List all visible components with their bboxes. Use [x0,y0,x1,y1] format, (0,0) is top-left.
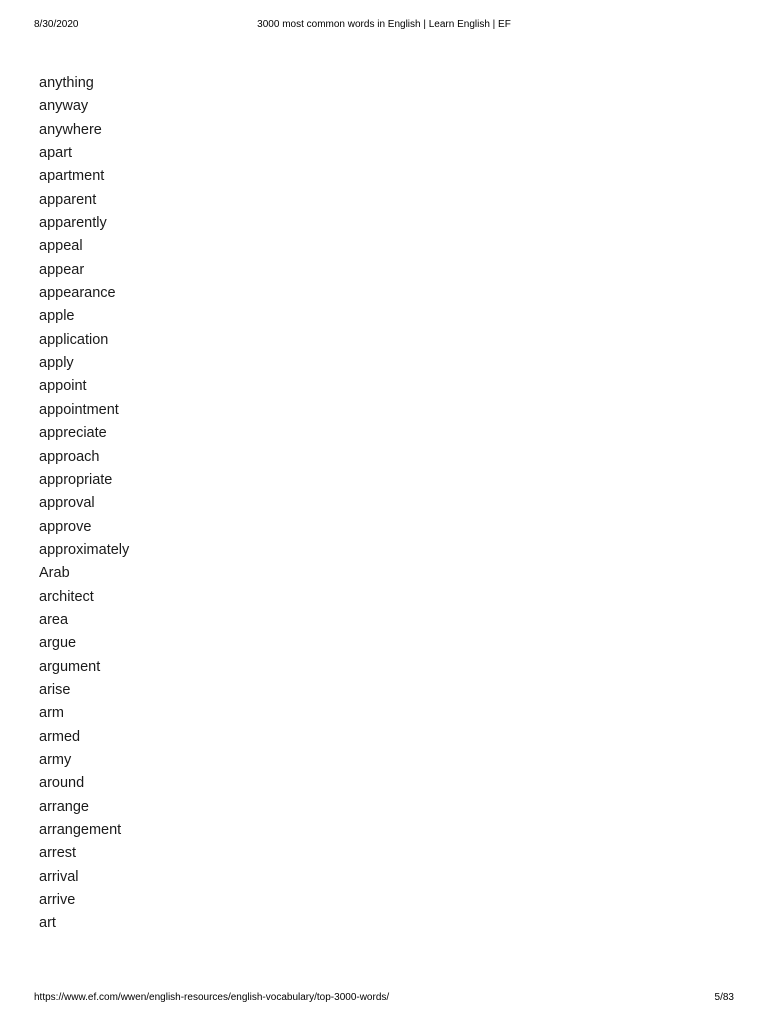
list-item: arrive [39,892,76,909]
list-item: appoint [39,378,87,395]
print-date: 8/30/2020 [34,19,79,30]
list-item: arrange [39,798,89,815]
list-item: approximately [39,541,130,558]
list-item: argument [39,658,101,675]
list-item: arrival [39,868,79,885]
list-item: apple [39,308,75,325]
list-item: army [39,751,72,768]
list-item: armed [39,728,81,745]
list-item: appear [39,261,85,278]
list-item: art [39,915,56,932]
page-footer [34,991,734,1005]
list-item: arise [39,681,71,698]
list-item: appreciate [39,425,107,442]
list-item: approval [39,495,95,512]
list-item: anywhere [39,121,102,138]
list-item: apparent [39,191,97,208]
list-item: appeal [39,238,83,255]
list-item: architect [39,588,94,605]
list-item: arrangement [39,822,122,838]
list-item: apartment [39,168,105,185]
list-item: appropriate [39,471,113,488]
list-item: arrest [39,845,77,862]
list-item: application [39,331,109,348]
list-item: argue [39,635,77,652]
list-item: Arab [39,565,70,582]
word-list [39,72,129,936]
page-number: 5/83 [714,992,734,1003]
page-title: 3000 most common words in English | Learn English | EF [257,19,511,30]
list-item: apart [39,145,73,162]
list-item: anything [39,75,94,91]
list-item: appearance [39,285,116,302]
list-item: around [39,775,85,792]
list-item: arm [39,705,64,722]
list-item: appointment [39,401,119,418]
source-url: https://www.ef.com/wwen/english-resources/english-vocabulary/top-3000-words/ [34,992,390,1003]
list-item: approve [39,518,92,535]
list-item: area [39,611,69,628]
list-item: apply [39,355,74,372]
list-item: approach [39,448,100,465]
page-header [34,18,734,32]
list-item: anyway [39,98,89,115]
list-item: apparently [39,215,107,232]
